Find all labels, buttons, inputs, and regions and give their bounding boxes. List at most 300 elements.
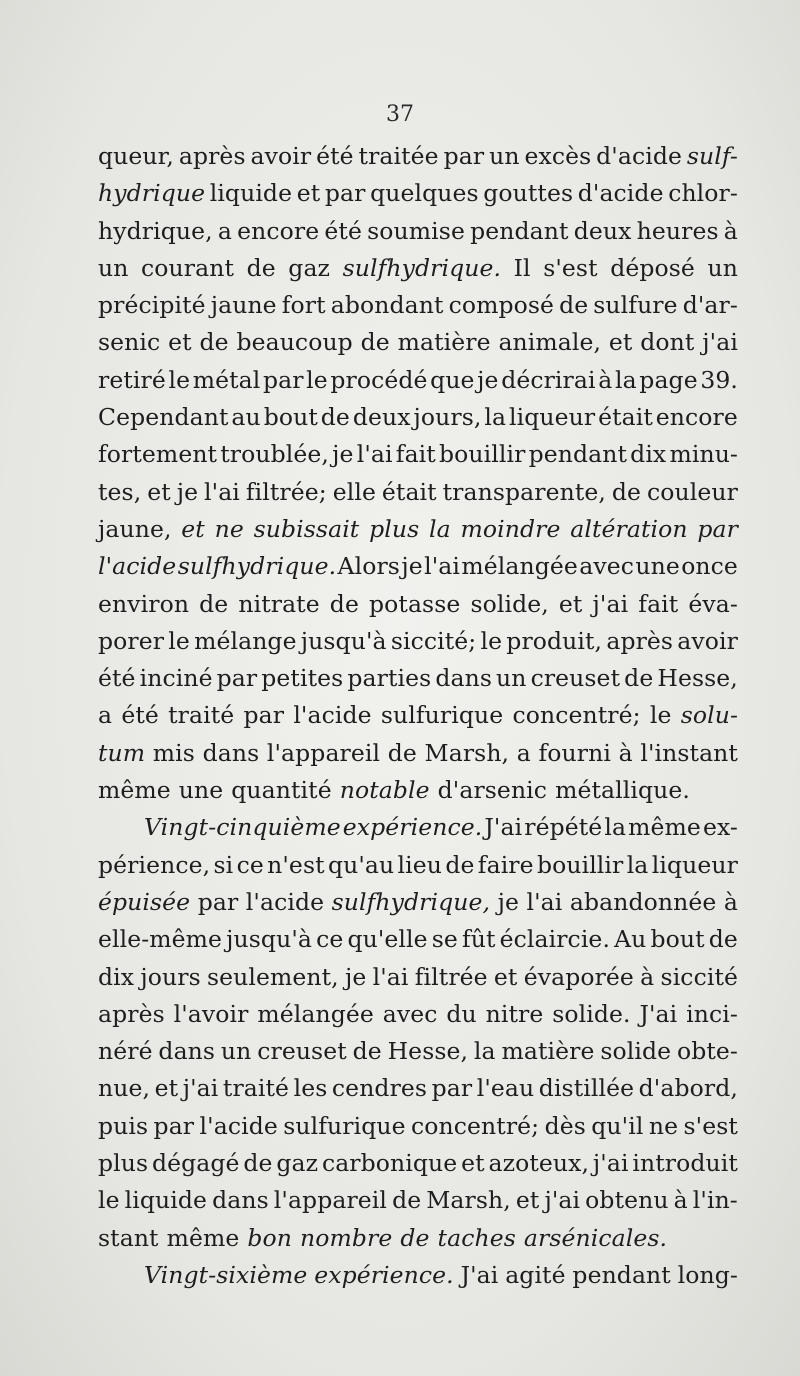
- text-line: [98, 959, 738, 996]
- word: jaune: [210, 291, 277, 320]
- word: l'appareil: [273, 1186, 388, 1215]
- word: queur,: [98, 142, 174, 170]
- word: procédé: [330, 365, 428, 394]
- word: que: [430, 365, 475, 394]
- word: d'ar-: [682, 291, 738, 320]
- word: sulf-: [686, 142, 738, 170]
- word: un: [489, 142, 520, 170]
- word: périence,: [98, 850, 211, 879]
- word: d'abord,: [638, 1074, 738, 1103]
- word: solu-: [680, 701, 738, 730]
- word: le: [168, 365, 191, 394]
- word: nitre: [485, 999, 544, 1028]
- word: gouttes: [483, 179, 574, 208]
- word: une: [635, 552, 680, 581]
- word: mélangée: [257, 999, 374, 1028]
- word: un: [220, 1037, 252, 1066]
- word: transparente,: [442, 477, 606, 506]
- word: l'ai: [424, 552, 460, 581]
- word: la: [429, 514, 451, 543]
- word: à: [598, 365, 613, 394]
- word: jours: [140, 962, 201, 991]
- word: dans: [212, 1186, 269, 1215]
- text-line: [98, 697, 738, 734]
- body-text: [98, 138, 738, 1294]
- word: le: [168, 626, 190, 655]
- word: le: [98, 1186, 120, 1215]
- word: encore: [237, 216, 320, 245]
- word: siccité;: [390, 626, 477, 655]
- word: n'est: [267, 850, 325, 879]
- text-line: [98, 287, 738, 324]
- word: dont: [640, 328, 695, 357]
- word: distillée: [538, 1074, 635, 1103]
- word: expérience.: [342, 813, 483, 842]
- word: l'in-: [692, 1186, 738, 1215]
- word: ne: [214, 514, 244, 543]
- word: fourni: [538, 738, 611, 767]
- word: à: [723, 887, 738, 916]
- word: inci-: [686, 999, 738, 1028]
- text-line: [98, 511, 738, 548]
- word: concentré;: [512, 701, 641, 730]
- word: nitrate: [238, 589, 320, 618]
- word: je: [401, 552, 423, 581]
- word: lieu: [397, 850, 443, 879]
- word: dans: [158, 1037, 216, 1066]
- text-line: [98, 1220, 738, 1257]
- word: avoir: [250, 142, 312, 170]
- word: et: [168, 328, 192, 357]
- word: de: [624, 664, 654, 693]
- word: par: [697, 514, 738, 543]
- word: sulfhydrique.: [342, 253, 502, 282]
- word: Vingt-cinquième: [144, 813, 341, 842]
- word: liquide: [124, 1186, 208, 1215]
- word: à: [723, 216, 738, 245]
- word: été: [324, 216, 362, 245]
- word: introduit: [632, 1149, 738, 1178]
- word: d'acide: [596, 142, 682, 170]
- word: et: [147, 477, 171, 506]
- text-line: [98, 436, 738, 473]
- word: solide,: [470, 589, 549, 618]
- word: de: [387, 738, 417, 767]
- word: Hesse,: [387, 1037, 469, 1066]
- word: qu'elle: [347, 925, 428, 954]
- word: et: [296, 179, 321, 208]
- word: jusqu'à: [226, 925, 312, 954]
- word: l'acide: [98, 552, 177, 581]
- paragraph-first-line: [98, 809, 738, 846]
- word: de: [243, 1149, 273, 1178]
- word: l'ai: [526, 887, 563, 916]
- word: creuset: [257, 1037, 347, 1066]
- word: nue,: [98, 1074, 151, 1103]
- word: concentré;: [411, 1111, 540, 1140]
- word: retiré: [98, 365, 166, 394]
- word: traité: [168, 701, 235, 730]
- word: la: [626, 850, 649, 879]
- word: de: [329, 589, 359, 618]
- word: quantité: [231, 776, 332, 805]
- text-line: [98, 138, 738, 175]
- word: pendant: [572, 1260, 671, 1289]
- word: je: [497, 887, 519, 916]
- word: ce: [236, 850, 264, 879]
- word: avoir: [677, 626, 738, 655]
- word: filtrée: [414, 962, 488, 991]
- word: troublée,: [220, 440, 329, 469]
- word: nombre: [300, 1223, 393, 1252]
- word: traité: [222, 1074, 290, 1103]
- word: fort: [281, 291, 326, 320]
- word: après: [178, 142, 246, 170]
- word: parties: [347, 664, 432, 693]
- word: par: [431, 1074, 473, 1103]
- word: composé: [448, 291, 555, 320]
- word: hydrique,: [98, 216, 213, 245]
- word: abandonnée: [569, 887, 717, 916]
- word: par: [243, 701, 285, 730]
- word: liqueur: [508, 403, 596, 432]
- text-line: [98, 1145, 738, 1182]
- word: de: [199, 328, 229, 357]
- word: azoteux,: [488, 1149, 590, 1178]
- word: et: [181, 514, 205, 543]
- word: de: [559, 291, 589, 320]
- word: liqueur: [651, 850, 738, 879]
- text-line: [98, 1033, 738, 1070]
- word: et: [515, 1186, 540, 1215]
- word: l'eau: [476, 1074, 535, 1103]
- word: même: [98, 776, 171, 805]
- word: je: [176, 477, 199, 506]
- word: répété: [524, 813, 603, 842]
- word: Marsh,: [426, 1186, 511, 1215]
- word: j'ai: [592, 589, 629, 618]
- word: d'acide: [577, 179, 664, 208]
- text-line: [98, 1182, 738, 1219]
- text-line: [98, 660, 738, 697]
- word: la: [614, 365, 637, 394]
- word: tum: [98, 738, 146, 767]
- word: arsénicales.: [523, 1223, 668, 1252]
- word: par: [197, 887, 239, 916]
- word: été: [316, 142, 354, 170]
- word: l'ai: [372, 962, 409, 991]
- word: altération: [570, 514, 688, 543]
- word: excès: [524, 142, 592, 170]
- word: une: [178, 776, 224, 805]
- word: ex-: [702, 813, 738, 842]
- word: produit,: [506, 626, 603, 655]
- word: par: [216, 664, 258, 693]
- word: Au: [614, 925, 647, 954]
- word: déposé: [610, 253, 695, 282]
- word: Il: [513, 253, 531, 282]
- paragraph-first-line: [98, 1257, 738, 1294]
- word: jours,: [413, 403, 482, 432]
- text-line: [98, 175, 738, 212]
- word: carbonique: [321, 1149, 458, 1178]
- word: jusqu'à: [300, 626, 387, 655]
- word: l'avoir: [173, 999, 249, 1028]
- word: éclaircie.: [499, 925, 611, 954]
- word: métal: [192, 365, 261, 394]
- word: à: [673, 1186, 688, 1215]
- word: néré: [98, 1037, 153, 1066]
- word: dans: [435, 664, 492, 693]
- word: jaune,: [98, 514, 172, 543]
- word: par: [443, 142, 485, 170]
- word: gaz: [276, 1149, 319, 1178]
- word: de: [611, 477, 642, 506]
- word: dans: [202, 738, 260, 767]
- word: épuisée: [98, 887, 191, 916]
- word: siccité: [660, 962, 738, 991]
- word: dix: [630, 440, 667, 469]
- word: l'acide: [199, 1111, 278, 1140]
- word: heures: [636, 216, 719, 245]
- word: Marsh,: [424, 738, 510, 767]
- word: par: [262, 365, 304, 394]
- word: le: [306, 365, 328, 394]
- word: fût: [461, 925, 496, 954]
- word: tes,: [98, 477, 142, 506]
- text-line: [98, 847, 738, 884]
- word: soumise: [367, 216, 465, 245]
- word: l'appareil: [266, 738, 381, 767]
- word: je: [332, 440, 354, 469]
- word: a: [516, 738, 531, 767]
- word: de: [392, 1186, 422, 1215]
- word: de: [199, 589, 229, 618]
- word: un: [98, 253, 129, 282]
- word: solide.: [552, 999, 631, 1028]
- word: qu'il: [591, 1111, 644, 1140]
- word: par: [324, 179, 366, 208]
- word: métallique.: [555, 776, 690, 805]
- word: même: [628, 813, 701, 842]
- word: dix: [98, 962, 135, 991]
- word: sulfurique: [380, 701, 504, 730]
- word: minu-: [669, 440, 738, 469]
- word: et: [461, 1149, 485, 1178]
- word: taches: [437, 1223, 516, 1252]
- word: quelques: [370, 179, 479, 208]
- word: l'ai: [204, 477, 240, 506]
- word: à: [640, 962, 655, 991]
- word: je: [344, 962, 367, 991]
- word: fait: [638, 589, 679, 618]
- text-line: [98, 474, 738, 511]
- word: avec: [382, 999, 438, 1028]
- word: bouillir: [536, 850, 624, 879]
- word: et: [558, 589, 583, 618]
- word: subissait: [253, 514, 360, 543]
- word: beaucoup: [236, 328, 353, 357]
- word: était: [381, 477, 437, 506]
- word: Alors: [337, 552, 400, 581]
- word: agité: [505, 1260, 566, 1289]
- word: un: [707, 253, 738, 282]
- word: J'ai: [460, 1260, 499, 1289]
- word: J'ai: [639, 999, 678, 1028]
- word: un: [496, 664, 527, 693]
- word: qu'au: [327, 850, 395, 879]
- word: potasse: [369, 589, 461, 618]
- word: obte-: [676, 1037, 738, 1066]
- word: petites: [261, 664, 344, 693]
- word: porer: [98, 626, 165, 655]
- word: cendres: [331, 1074, 428, 1103]
- word: mélange: [194, 626, 297, 655]
- word: précipité: [98, 291, 206, 320]
- word: mis: [152, 738, 195, 767]
- text-line: [98, 1070, 738, 1107]
- word: se: [431, 925, 458, 954]
- word: deux: [352, 403, 411, 432]
- word: pendant: [528, 440, 628, 469]
- word: bouillir: [439, 440, 526, 469]
- word: animale,: [498, 328, 602, 357]
- word: j'ai: [182, 1074, 219, 1103]
- word: été: [98, 664, 136, 693]
- word: de: [320, 403, 350, 432]
- word: le: [649, 701, 672, 730]
- word: de: [352, 1037, 382, 1066]
- text-line: [98, 623, 738, 660]
- word: l'acide: [245, 887, 325, 916]
- word: fait: [395, 440, 436, 469]
- word: et: [493, 962, 518, 991]
- word: la: [604, 813, 627, 842]
- word: dès: [544, 1111, 586, 1140]
- word: environ: [98, 589, 190, 618]
- word: courant: [141, 253, 235, 282]
- word: sulfurique: [283, 1111, 406, 1140]
- word: et: [154, 1074, 179, 1103]
- word: hydrique: [98, 179, 206, 208]
- word: j'ai: [592, 1149, 629, 1178]
- word: sulfure: [593, 291, 678, 320]
- word: chlor-: [668, 179, 738, 208]
- text-line: [98, 362, 738, 399]
- word: J'ai: [484, 813, 523, 842]
- word: de: [246, 253, 276, 282]
- word: pendant: [470, 216, 569, 245]
- word: l'instant: [640, 738, 738, 767]
- word: ne: [648, 1111, 679, 1140]
- word: a: [217, 216, 232, 245]
- word: creuset: [530, 664, 621, 693]
- word: j'ai: [544, 1186, 581, 1215]
- text-line: [98, 884, 738, 921]
- word: solide: [600, 1037, 672, 1066]
- word: l'ai: [356, 440, 393, 469]
- word: Hesse,: [657, 664, 738, 693]
- word: de: [360, 328, 390, 357]
- word: gaz: [288, 253, 331, 282]
- word: si: [213, 850, 234, 879]
- text-line: [98, 250, 738, 287]
- word: et: [608, 328, 633, 357]
- text-line: [98, 586, 738, 623]
- word: de: [400, 1223, 430, 1252]
- word: Cependant: [98, 403, 229, 432]
- word: puis: [98, 1111, 149, 1140]
- word: liquide: [209, 179, 293, 208]
- word: par: [153, 1111, 195, 1140]
- word: plus: [369, 514, 420, 543]
- word: matière: [397, 328, 491, 357]
- word: le: [480, 626, 503, 655]
- word: senic: [98, 328, 161, 357]
- text-line: [98, 996, 738, 1033]
- word: a: [98, 701, 113, 730]
- word: après: [606, 626, 674, 655]
- word: l'acide: [293, 701, 372, 730]
- word: s'est: [543, 253, 598, 282]
- word: de: [708, 925, 738, 954]
- word: décrirai: [501, 365, 596, 394]
- word: de: [445, 850, 475, 879]
- word: Vingt-sixième: [144, 1260, 308, 1289]
- word: était: [598, 403, 653, 432]
- word: stant: [98, 1223, 159, 1252]
- word: inciné: [139, 664, 213, 693]
- word: les: [293, 1074, 328, 1103]
- text-line: [98, 921, 738, 958]
- word: traitée: [358, 142, 439, 170]
- word: plus: [98, 1149, 149, 1178]
- text-line: [98, 324, 738, 361]
- word: ce: [316, 925, 344, 954]
- word: encore: [655, 403, 738, 432]
- word: expérience.: [314, 1260, 454, 1289]
- word: filtrée;: [245, 477, 327, 506]
- word: à: [618, 738, 633, 767]
- word: du: [446, 999, 477, 1028]
- word: long-: [677, 1260, 738, 1289]
- word: elle: [332, 477, 376, 506]
- word: sulfhydrique.: [177, 552, 337, 581]
- text-line: [98, 772, 738, 809]
- text-line: [98, 735, 738, 772]
- word: once: [681, 552, 738, 581]
- word: bout: [650, 925, 705, 954]
- word: éva-: [688, 589, 738, 618]
- word: fortement: [98, 440, 218, 469]
- word: abondant: [330, 291, 444, 320]
- word: elle-même: [98, 925, 223, 954]
- word: notable: [339, 776, 430, 805]
- text-line: [98, 399, 738, 436]
- word: été: [121, 701, 159, 730]
- word: s'est: [683, 1111, 738, 1140]
- word: 39.: [700, 365, 738, 394]
- word: moindre: [460, 514, 561, 543]
- page-number: 37: [386, 102, 414, 127]
- word: dégagé: [151, 1149, 240, 1178]
- text-line: [98, 548, 738, 585]
- word: deux: [573, 216, 632, 245]
- word: matière: [501, 1037, 595, 1066]
- word: même: [166, 1223, 240, 1252]
- text-line: [98, 1108, 738, 1145]
- word: bout: [263, 403, 318, 432]
